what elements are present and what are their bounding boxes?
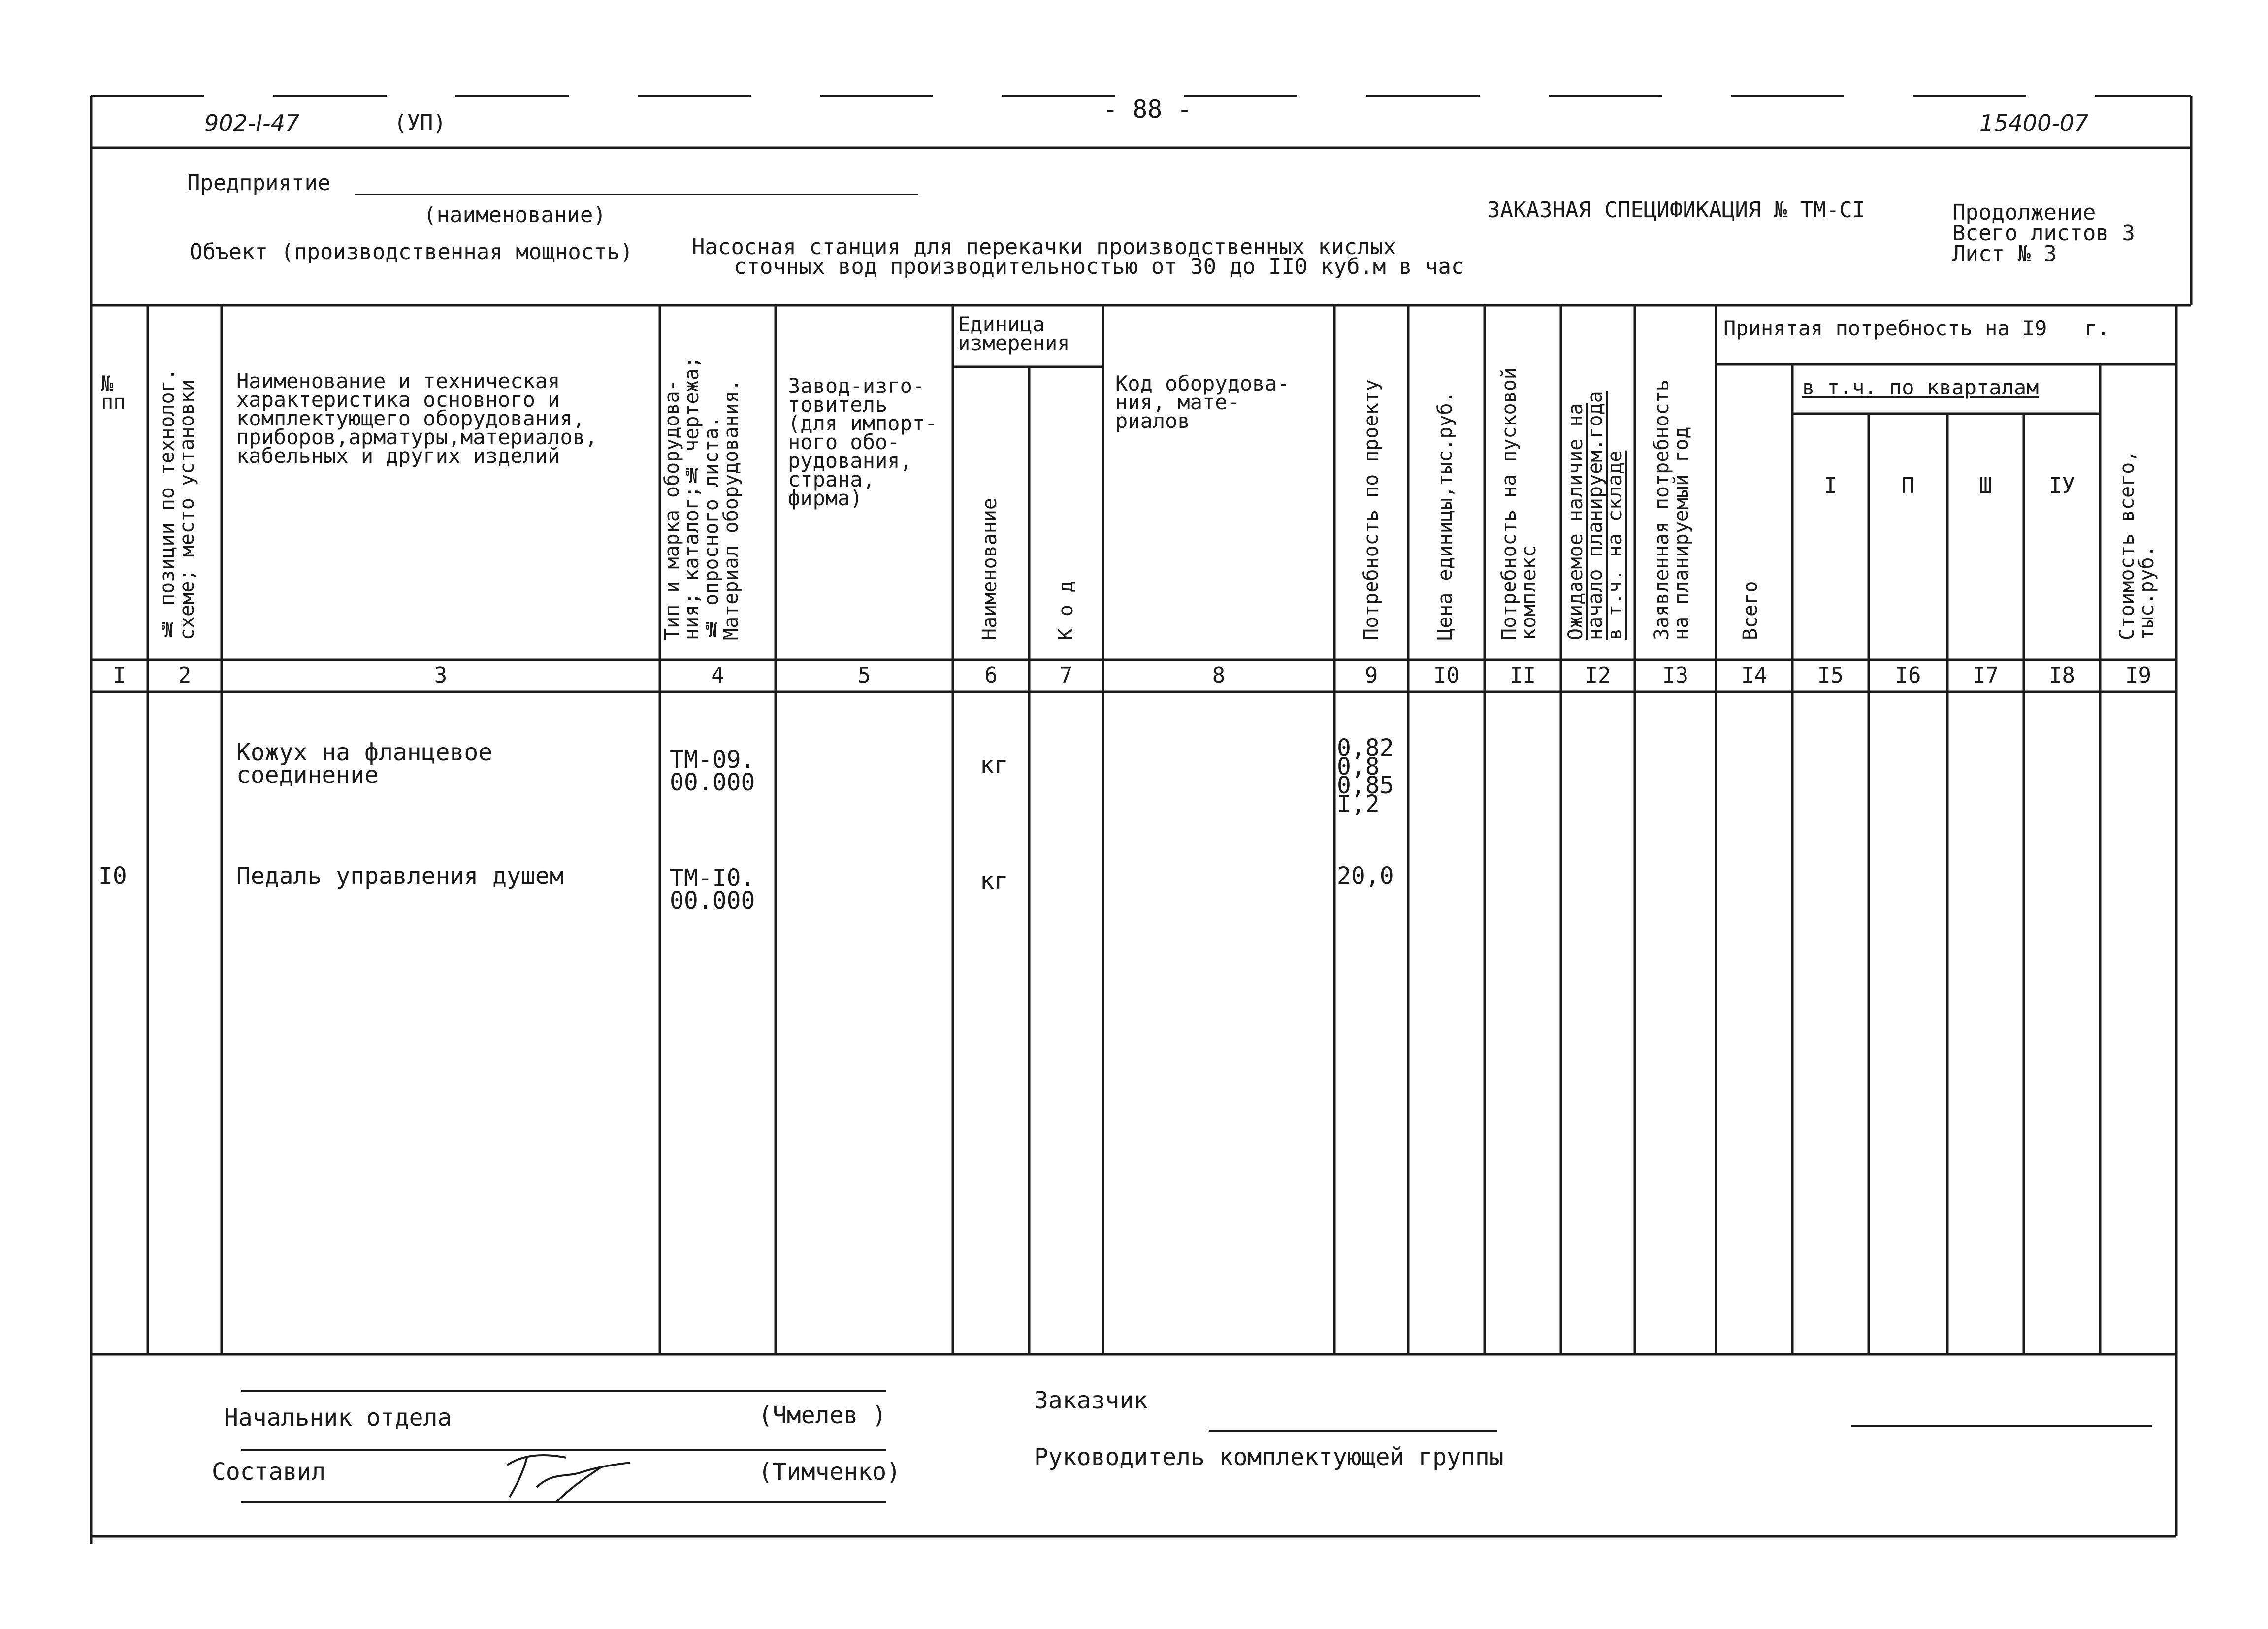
col-13-header: Заявленная потребность на планируемый год <box>1651 379 1693 640</box>
item-need: 20,0 <box>1337 862 1394 890</box>
sheets-total: Всего листов 3 <box>1952 221 2135 246</box>
quarter-1-header: I <box>1824 473 1837 498</box>
col-number-6: 6 <box>984 663 998 688</box>
item-unit: кг <box>980 751 1008 779</box>
continuation-label: Продолжение <box>1952 200 2096 225</box>
enterprise-label: Предприятие <box>187 170 331 195</box>
col-10-header: Цена единицы,тыс.руб. <box>1434 391 1457 640</box>
item-type: ТМ-09. 00.000 <box>670 746 755 796</box>
col-number-4: 4 <box>711 663 724 688</box>
accepted-need-header: Принятая потребность на I9 г. <box>1723 316 2109 340</box>
doc-code: 902-I-47 <box>204 110 300 136</box>
compiled-by-label: Составил <box>212 1458 326 1486</box>
col-number-12: I2 <box>1585 663 1611 688</box>
col-number-13: I3 <box>1662 663 1688 688</box>
col-number-16: I6 <box>1895 663 1921 688</box>
page-number: - 88 - <box>1103 95 1192 124</box>
col-number-17: I7 <box>1973 663 1999 688</box>
object-label: Объект (производственная мощность) <box>190 239 633 264</box>
item-unit: кг <box>980 867 1008 895</box>
compiled-by-name: (Тимченко) <box>758 1458 901 1486</box>
col-number-14: I4 <box>1741 663 1767 688</box>
col-19-header: Стоимость всего, тыс.руб. <box>2116 450 2158 640</box>
col-number-2: 2 <box>178 663 192 688</box>
col-11-header: Потребность на пусковой комплекс <box>1498 367 1540 640</box>
item-name: Педаль управления душем <box>236 862 564 890</box>
col-number-11: II <box>1510 663 1536 688</box>
customer-label: Заказчик <box>1034 1387 1148 1414</box>
item-name: Кожух на фланцевое соединение <box>236 739 493 789</box>
col-number-8: 8 <box>1212 663 1226 688</box>
col-3-header: Наименование и техническая характеристика основного и комплектующего оборудования, приборов,арматуры,материалов, кабельных и других изделий <box>236 369 598 468</box>
col-number-7: 7 <box>1059 663 1073 688</box>
col-8-header: Код оборудова- ния, мате- риалов <box>1115 371 1290 433</box>
quarter-2-header: П <box>1901 473 1915 498</box>
col-9-header: Потребность по проекту <box>1360 379 1383 640</box>
head-of-department-label: Начальник отдела <box>224 1404 452 1432</box>
sheet-code: 15400-07 <box>1979 110 2089 136</box>
col-number-18: I8 <box>2049 663 2075 688</box>
col-number-19: I9 <box>2125 663 2151 688</box>
col-2-header: № позиции по технолог. схеме; место установки <box>156 368 198 640</box>
spec-title: ЗАКАЗНАЯ СПЕЦИФИКАЦИЯ № ТМ-СI <box>1487 197 1866 223</box>
col-number-10: I0 <box>1433 663 1459 688</box>
quarter-3-header: Ш <box>1979 473 1992 498</box>
name-caption: (наименование) <box>423 202 606 228</box>
col-14-header: Всего <box>1739 581 1762 640</box>
col-number-3: 3 <box>434 663 448 688</box>
col-number-1: I <box>113 663 126 688</box>
col-1-header: № пп <box>101 371 126 414</box>
col-number-5: 5 <box>857 663 871 688</box>
unit-group-header: Единица измерения <box>958 312 1070 355</box>
quarters-group-header: в т.ч. по кварталам <box>1802 375 2039 399</box>
head-of-department-name: (Чмелев ) <box>758 1401 887 1429</box>
col-number-9: 9 <box>1364 663 1378 688</box>
item-type: ТМ-I0. 00.000 <box>670 864 755 914</box>
sheet-number: Лист № 3 <box>1952 241 2057 266</box>
col-5-header: Завод-изго- товитель (для импорт- ного обо- рудования, страна, фирма) <box>788 374 938 510</box>
col-12-header: Ожидаемое наличие на начало планируем.года в т.ч. на складе <box>1564 391 1626 640</box>
object-line-1: Насосная станция для перекачки производственных кислых <box>692 234 1396 260</box>
quarter-4-header: IУ <box>2049 473 2075 498</box>
item-need: 0,82 0,8 0,85 I,2 <box>1337 734 1394 818</box>
col-4-header: Тип и марка оборудова- ния; каталог;№ чертежа; № опросного листа. Материал оборудования. <box>661 357 743 640</box>
col-7-header: К о д <box>1055 581 1077 640</box>
volume-mark: (УП) <box>394 110 446 135</box>
col-number-15: I5 <box>1817 663 1844 688</box>
row-number: I0 <box>98 862 127 890</box>
object-line-2: сточных вод производительностью от 30 до II0 куб.м в час <box>734 254 1464 279</box>
col-6-header: Наименование <box>978 498 1001 640</box>
group-head-label: Руководитель комплектующей группы <box>1034 1443 1504 1471</box>
